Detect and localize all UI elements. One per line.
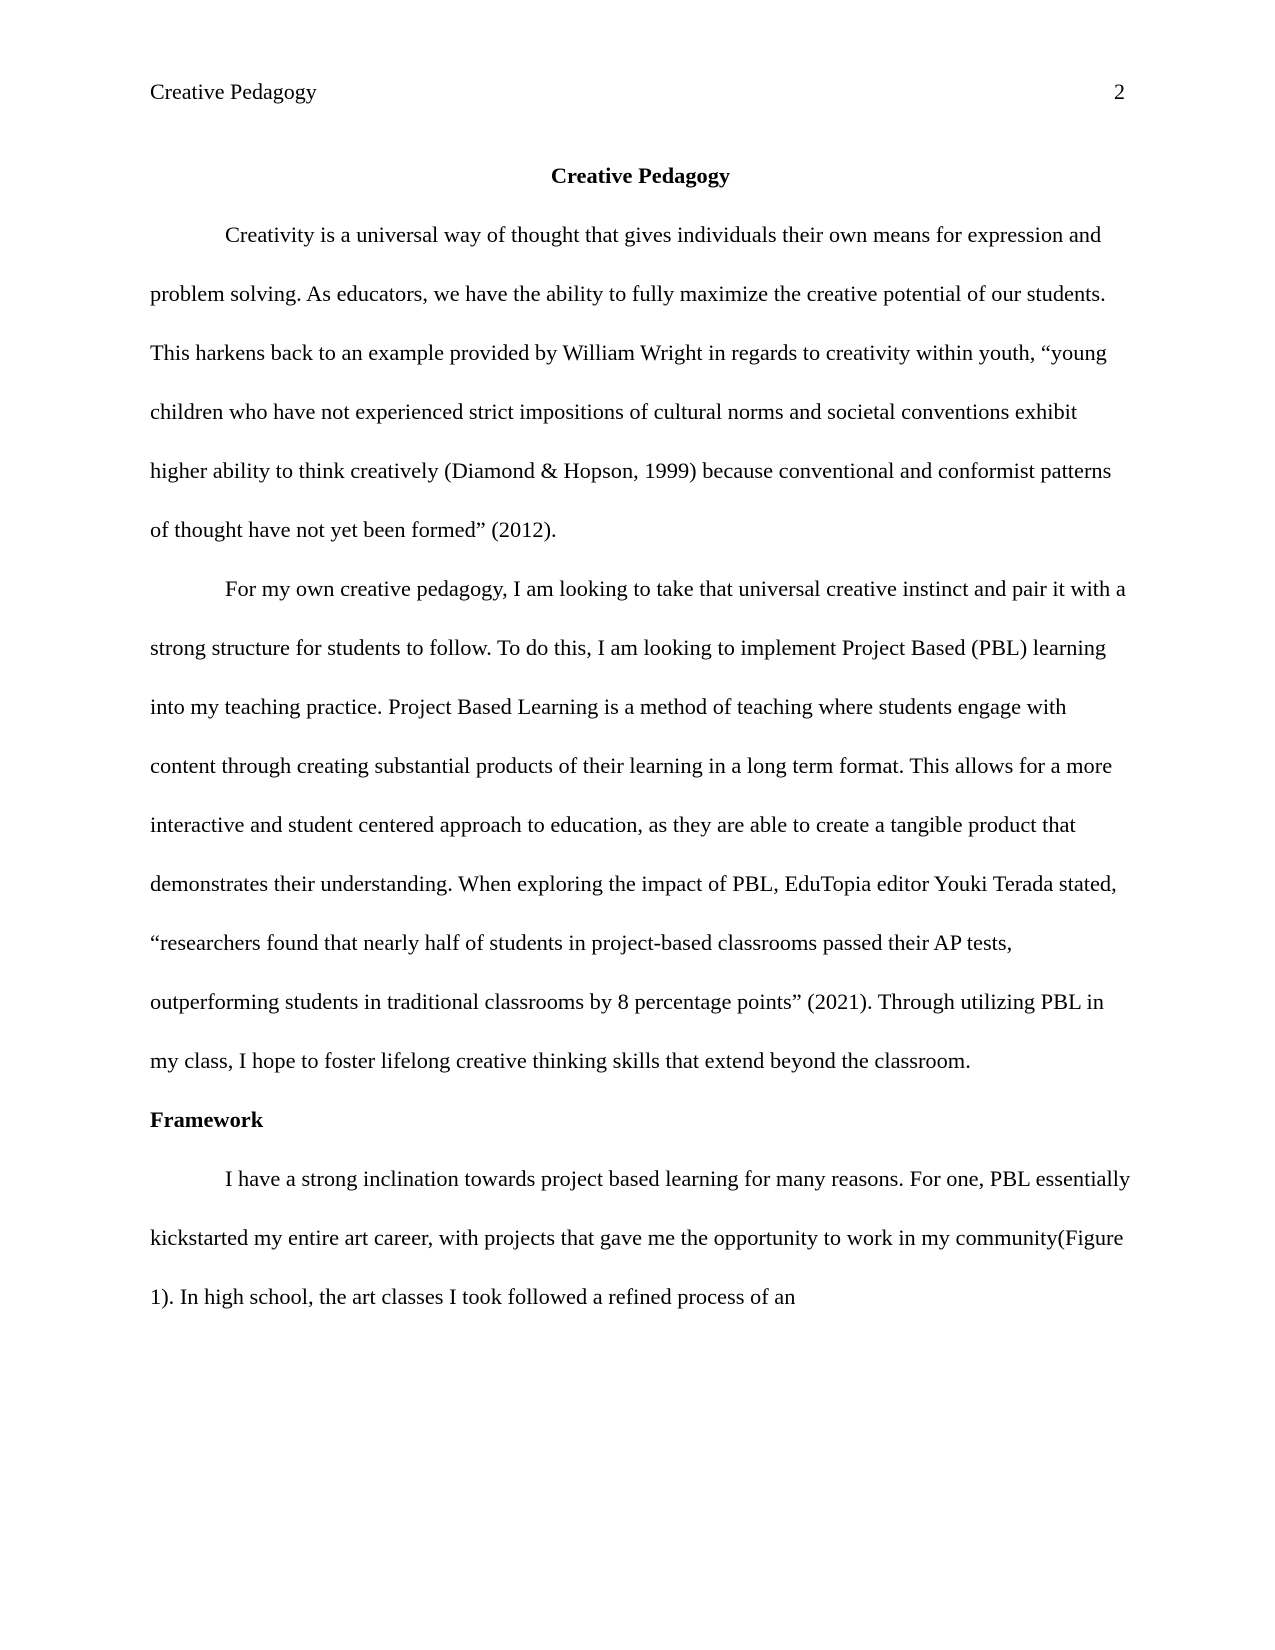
- document-body: [150, 146, 1131, 1326]
- running-head-title: Creative Pedagogy: [150, 79, 317, 104]
- paragraph-framework: I have a strong inclination towards project based learning for many reasons. For one, PBL essentially kickstarted my entire art career, with projects that gave me the opportunity to work in my community(Figure 1). In high school, the art classes I took followed a refined process of an: [150, 1166, 1131, 1309]
- page-number: 2: [1114, 79, 1125, 104]
- section-heading-framework: Framework: [150, 1107, 264, 1132]
- running-head: [150, 76, 1125, 108]
- document-title: Creative Pedagogy: [550, 163, 731, 188]
- paragraph-pbl: For my own creative pedagogy, I am looking to take that universal creative instinct and pair it with a strong structure for students to follow. To do this, I am looking to implement Project Based (PBL) learning into my teaching practice. Project Based Learning is a method of teaching where students engage with content through creating substantial products of their learning in a long term format. This allows for a more interactive and student centered approach to education, as they are able to create a tangible product that demonstrates their understanding. When exploring the impact of PBL, EduTopia editor Youki Terada stated, “researchers found that nearly half of students in project-based classrooms passed their AP tests, outperforming students in traditional classrooms by 8 percentage points” (2021). Through utilizing PBL in my class, I hope to foster lifelong creative thinking skills that extend beyond the classroom.: [150, 576, 1126, 1073]
- paragraph-intro: Creativity is a universal way of thought that gives individuals their own means for expression and problem solving. As educators, we have the ability to fully maximize the creative potential of our students. This harkens back to an example provided by William Wright in regards to creativity within youth, “young children who have not experienced strict impositions of cultural norms and societal conventions exhibit higher ability to think creatively (Diamond & Hopson, 1999) because conventional and conformist patterns of thought have not yet been formed” (2012).: [150, 222, 1112, 542]
